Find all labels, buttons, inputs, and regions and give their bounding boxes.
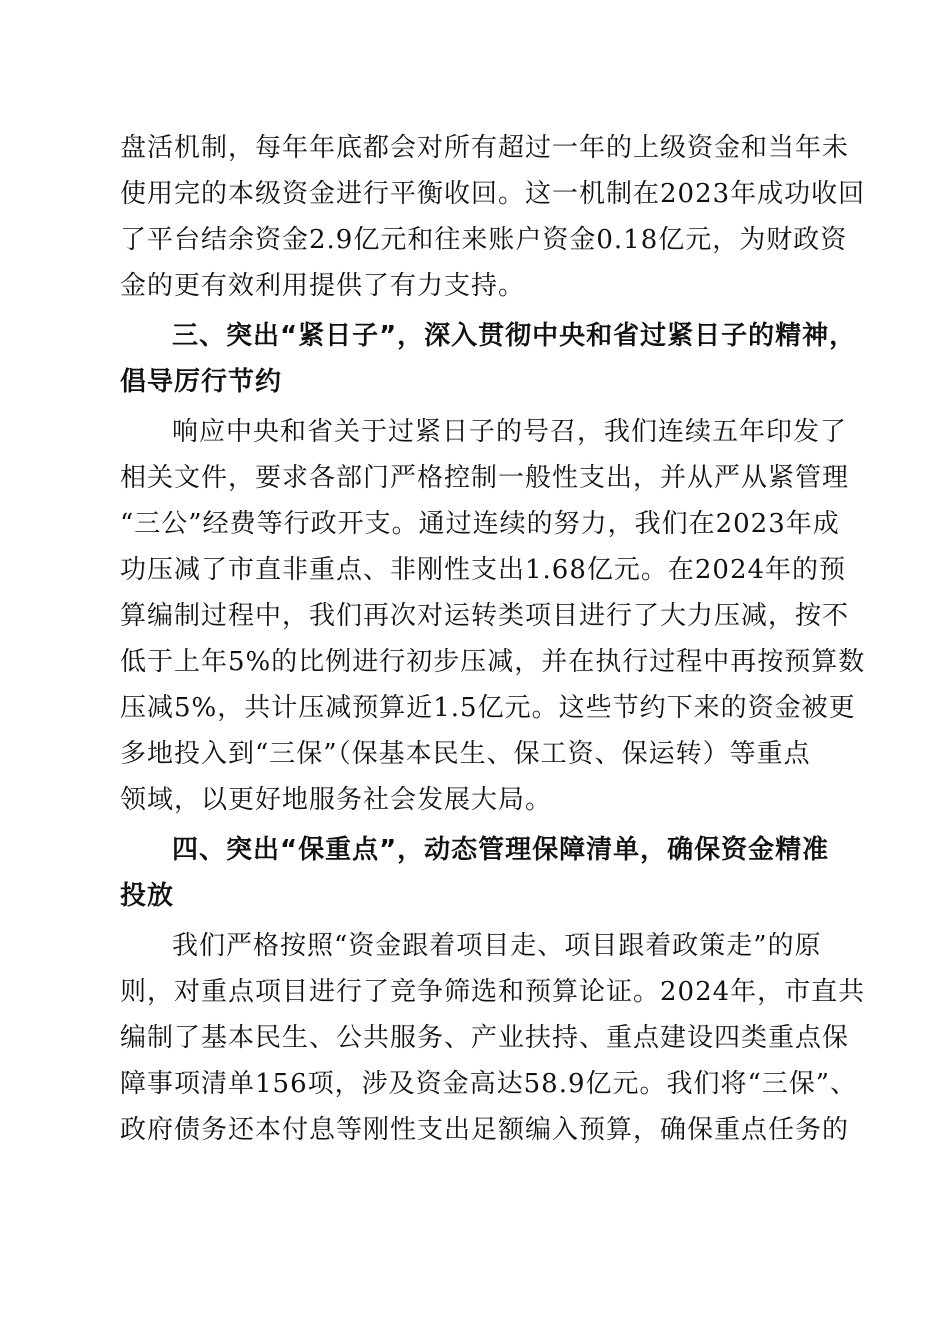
heading-line: 投放 xyxy=(120,881,175,911)
text-line: 领域，以更好地服务社会发展大局。 xyxy=(120,785,553,815)
document-body xyxy=(120,125,866,1153)
text-line: 了平台结余资金2.9亿元和往来账户资金0.18亿元，为财政资 xyxy=(120,225,848,255)
paragraph-1 xyxy=(120,125,866,309)
text-line: 压减5%，共计压减预算近1.5亿元。这些节约下来的资金被更 xyxy=(120,693,856,723)
text-line: 相关文件，要求各部门严格控制一般性支出，并从严从紧管理 xyxy=(120,463,850,493)
text-line: 使用完的本级资金进行平衡收回。这一机制在2023年成功收回 xyxy=(120,179,866,209)
text-line: 盘活机制，每年年底都会对所有超过一年的上级资金和当年未 xyxy=(120,133,850,163)
paragraph-2 xyxy=(120,409,866,823)
text-line: 我们严格按照“资金跟着项目走、项目跟着政策走”的原 xyxy=(172,931,822,961)
text-line: 政府债务还本付息等刚性支出足额编入预算，确保重点任务的 xyxy=(120,1115,850,1145)
paragraph-3 xyxy=(120,923,866,1153)
text-line: 功压减了市直非重点、非刚性支出1.68亿元。在2024年的预 xyxy=(120,555,847,585)
section-heading-3 xyxy=(120,313,857,405)
heading-line: 三、突出“紧日子”，深入贯彻中央和省过紧日子的精神， xyxy=(172,321,857,351)
text-line: 金的更有效利用提供了有力支持。 xyxy=(120,271,526,301)
text-line: 障事项清单156项，涉及资金高达58.9亿元。我们将“三保”、 xyxy=(120,1069,858,1099)
text-line: 则，对重点项目进行了竞争筛选和预算论证。2024年，市直共 xyxy=(120,977,866,1007)
text-line: 算编制过程中，我们再次对运转类项目进行了大力压减，按不 xyxy=(120,601,850,631)
heading-line: 四、突出“保重点”，动态管理保障清单，确保资金精准 xyxy=(172,835,830,865)
text-line: 响应中央和省关于过紧日子的号召，我们连续五年印发了 xyxy=(172,417,848,447)
text-line: 多地投入到“三保”（保基本民生、保工资、保运转）等重点 xyxy=(120,739,811,769)
section-heading-4 xyxy=(120,827,835,919)
heading-line: 倡导厉行节约 xyxy=(120,367,283,397)
text-line: “三公”经费等行政开支。通过连续的努力，我们在2023年成 xyxy=(120,509,840,539)
text-line: 编制了基本民生、公共服务、产业扶持、重点建设四类重点保 xyxy=(120,1023,850,1053)
text-line: 低于上年5%的比例进行初步压减，并在执行过程中再按预算数 xyxy=(120,647,866,677)
